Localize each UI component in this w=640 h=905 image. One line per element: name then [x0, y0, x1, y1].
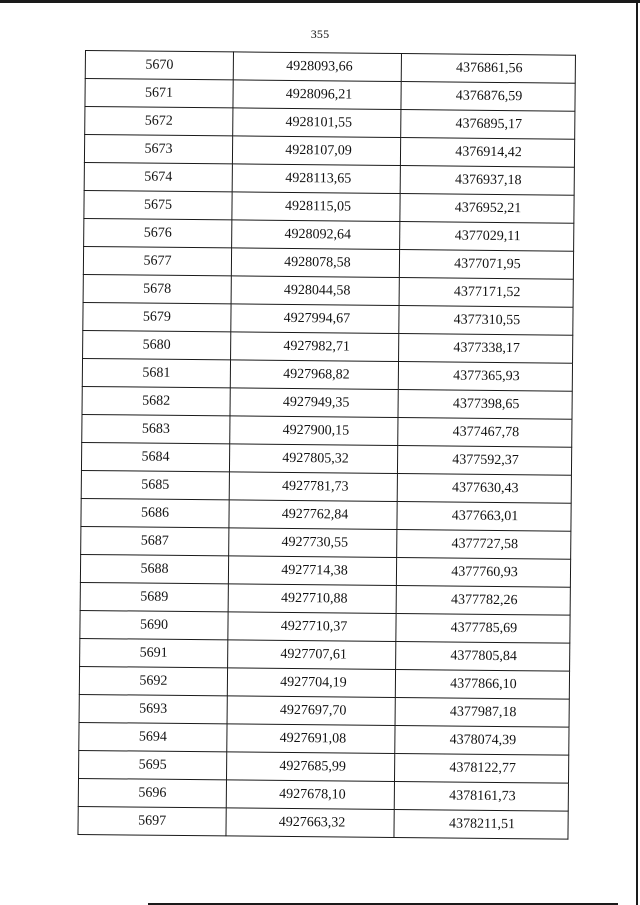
x-coordinate-cell: 4928115,05: [232, 192, 400, 222]
point-number-cell: 5685: [81, 470, 229, 499]
y-coordinate-cell: 4377310,55: [399, 306, 573, 336]
x-coordinate-cell: 4927781,73: [229, 472, 397, 502]
y-coordinate-cell: 4378211,51: [394, 810, 568, 840]
y-coordinate-cell: 4377029,11: [400, 222, 574, 252]
x-coordinate-cell: 4927762,84: [229, 500, 397, 530]
x-coordinate-cell: 4928093,66: [233, 52, 401, 82]
y-coordinate-cell: 4378161,73: [394, 782, 568, 812]
y-coordinate-cell: 4376895,17: [401, 110, 575, 140]
point-number-cell: 5682: [82, 386, 230, 415]
point-number-cell: 5696: [78, 778, 226, 807]
point-number-cell: 5689: [80, 582, 228, 611]
x-coordinate-cell: 4928092,64: [232, 220, 400, 250]
y-coordinate-cell: 4377987,18: [395, 698, 569, 728]
point-number-cell: 5670: [85, 51, 233, 80]
x-coordinate-cell: 4927678,10: [226, 780, 394, 810]
y-coordinate-cell: 4377663,01: [397, 502, 571, 532]
x-coordinate-cell: 4927949,35: [230, 388, 398, 418]
point-number-cell: 5690: [80, 610, 228, 639]
y-coordinate-cell: 4377338,17: [399, 334, 573, 364]
y-coordinate-cell: 4377467,78: [398, 418, 572, 448]
scan-right-edge: [636, 0, 638, 905]
y-coordinate-cell: 4378122,77: [394, 754, 568, 784]
point-number-cell: 5674: [84, 162, 232, 191]
y-coordinate-cell: 4376914,42: [400, 138, 574, 168]
point-number-cell: 5694: [79, 722, 227, 751]
coordinates-table: [77, 50, 576, 840]
y-coordinate-cell: 4376876,59: [401, 82, 575, 112]
point-number-cell: 5675: [84, 190, 232, 219]
y-coordinate-cell: 4377782,26: [396, 586, 570, 616]
x-coordinate-cell: 4927805,32: [229, 444, 397, 474]
point-number-cell: 5684: [81, 442, 229, 471]
x-coordinate-cell: 4927685,99: [227, 752, 395, 782]
x-coordinate-cell: 4927968,82: [230, 360, 398, 390]
y-coordinate-cell: 4376861,56: [401, 54, 575, 84]
y-coordinate-cell: 4376937,18: [400, 166, 574, 196]
point-number-cell: 5692: [79, 666, 227, 695]
point-number-cell: 5686: [81, 498, 229, 527]
x-coordinate-cell: 4928107,09: [232, 136, 400, 166]
y-coordinate-cell: 4377071,95: [399, 250, 573, 280]
point-number-cell: 5679: [83, 302, 231, 331]
coordinates-table-body: [78, 51, 576, 840]
x-coordinate-cell: 4928101,55: [233, 108, 401, 138]
x-coordinate-cell: 4927697,70: [227, 696, 395, 726]
x-coordinate-cell: 4927982,71: [231, 332, 399, 362]
y-coordinate-cell: 4377171,52: [399, 278, 573, 308]
x-coordinate-cell: 4928044,58: [231, 276, 399, 306]
point-number-cell: 5671: [85, 79, 233, 108]
point-number-cell: 5683: [82, 414, 230, 443]
y-coordinate-cell: 4377866,10: [395, 670, 569, 700]
x-coordinate-cell: 4927994,67: [231, 304, 399, 334]
point-number-cell: 5672: [85, 107, 233, 136]
y-coordinate-cell: 4377592,37: [397, 446, 571, 476]
point-number-cell: 5676: [84, 218, 232, 247]
x-coordinate-cell: 4927663,32: [226, 808, 394, 838]
point-number-cell: 5697: [78, 806, 226, 835]
x-coordinate-cell: 4927707,61: [228, 640, 396, 670]
y-coordinate-cell: 4376952,21: [400, 194, 574, 224]
page-number: 355: [310, 27, 330, 41]
x-coordinate-cell: 4928078,58: [231, 248, 399, 278]
point-number-cell: 5673: [84, 135, 232, 164]
point-number-cell: 5680: [83, 330, 231, 359]
point-number-cell: 5681: [82, 358, 230, 387]
point-number-cell: 5693: [79, 694, 227, 723]
x-coordinate-cell: 4928096,21: [233, 80, 401, 110]
point-number-cell: 5677: [83, 246, 231, 275]
y-coordinate-cell: 4377365,93: [398, 362, 572, 392]
y-coordinate-cell: 4377805,84: [396, 642, 570, 672]
x-coordinate-cell: 4927704,19: [227, 668, 395, 698]
scan-top-edge: [0, 0, 640, 3]
x-coordinate-cell: 4927691,08: [227, 724, 395, 754]
point-number-cell: 5678: [83, 274, 231, 303]
x-coordinate-cell: 4928113,65: [232, 164, 400, 194]
y-coordinate-cell: 4377398,65: [398, 390, 572, 420]
x-coordinate-cell: 4927714,38: [228, 556, 396, 586]
y-coordinate-cell: 4378074,39: [395, 726, 569, 756]
x-coordinate-cell: 4927730,55: [229, 528, 397, 558]
y-coordinate-cell: 4377760,93: [396, 558, 570, 588]
x-coordinate-cell: 4927710,37: [228, 612, 396, 642]
x-coordinate-cell: 4927710,88: [228, 584, 396, 614]
point-number-cell: 5691: [80, 638, 228, 667]
table-row: [78, 806, 568, 839]
y-coordinate-cell: 4377785,69: [396, 614, 570, 644]
point-number-cell: 5687: [81, 526, 229, 555]
point-number-cell: 5695: [79, 750, 227, 779]
x-coordinate-cell: 4927900,15: [230, 416, 398, 446]
y-coordinate-cell: 4377630,43: [397, 474, 571, 504]
point-number-cell: 5688: [80, 554, 228, 583]
y-coordinate-cell: 4377727,58: [397, 530, 571, 560]
